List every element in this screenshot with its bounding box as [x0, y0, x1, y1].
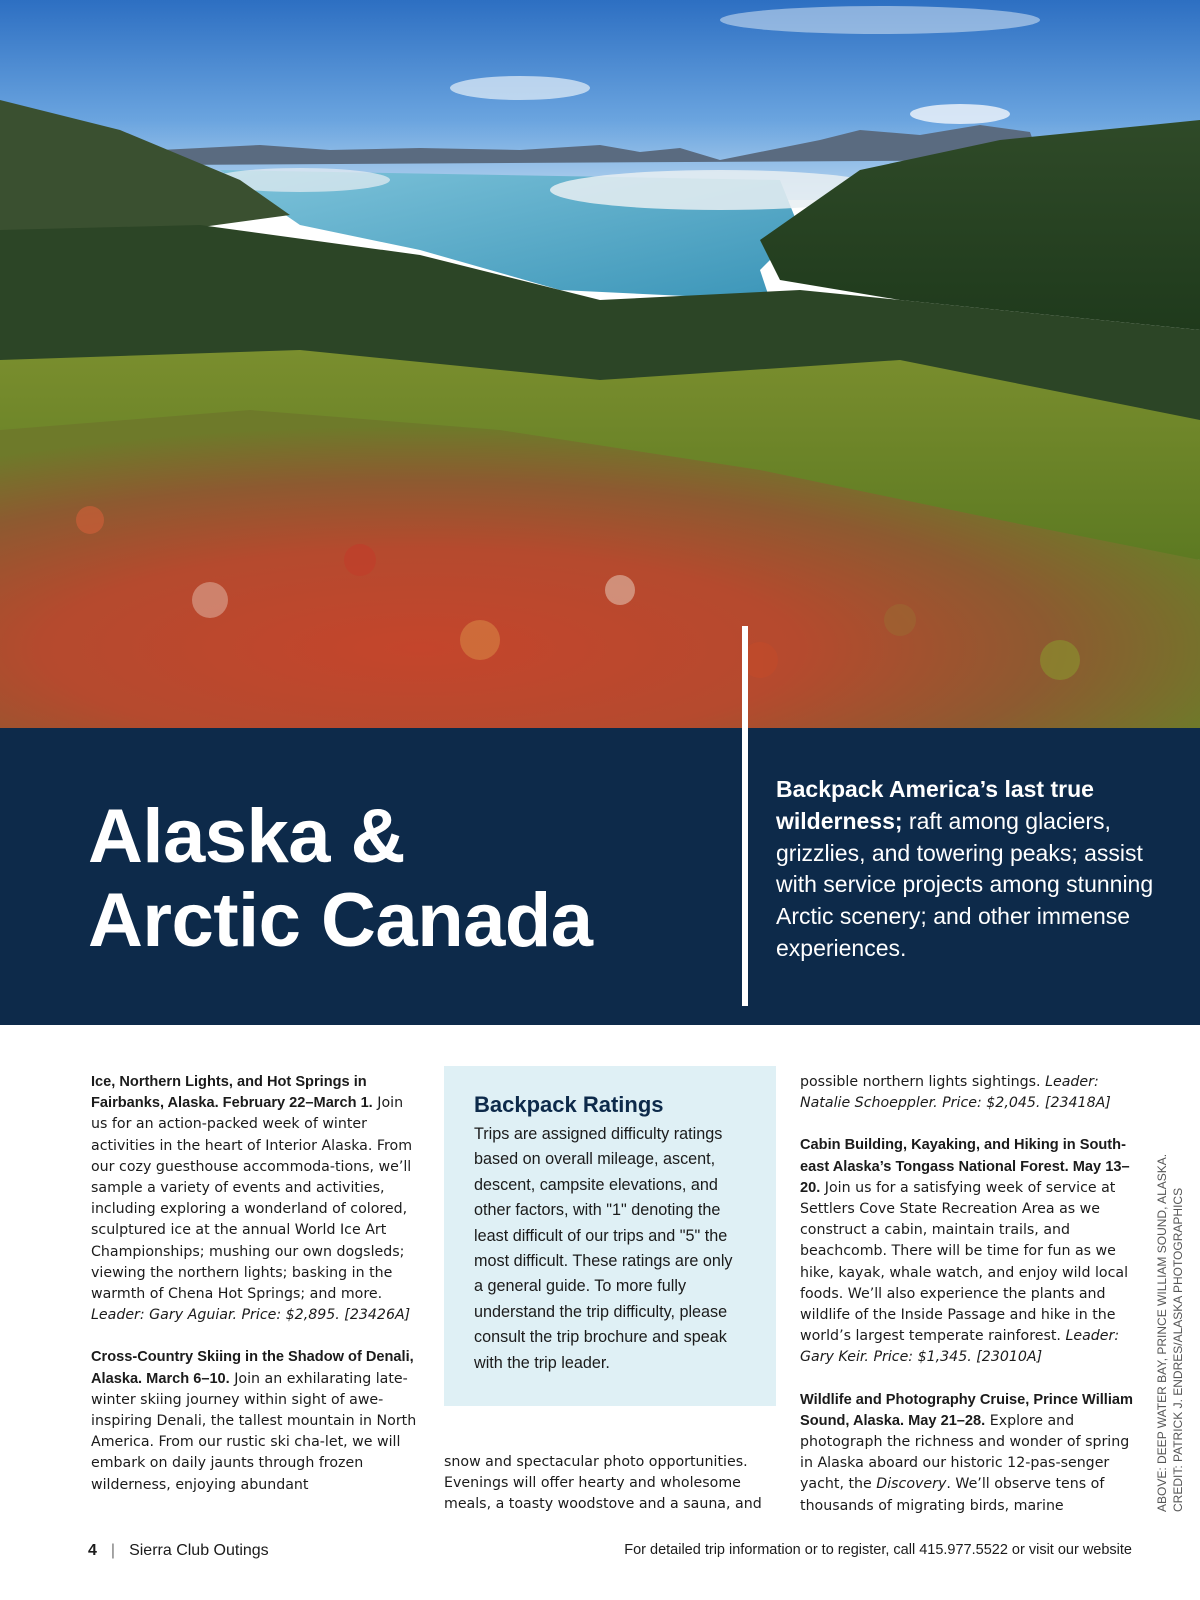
landscape-photo-icon	[0, 0, 1200, 728]
trip-body: Join us for an action-packed week of winter activities in the heart of Interior Alaska. From our cozy guesthouse accommoda-tions, we’ll sample a variety of events and activities, including exploring a wonderland of colored, sculptured ice at the annual World Ice Art Championships; mushing our own dogsleds; viewing the northern lights; basking in the warmth of Chena Hot Springs; and more.	[91, 1095, 413, 1303]
footer-contact: For detailed trip information or to register, call 415.977.5522 or visit our website	[624, 1542, 1132, 1558]
footer-left	[88, 1542, 269, 1560]
ratings-body: Trips are assigned difficulty ratings based on overall mileage, ascent, descent, campsite elevations, and other factors, with "1" denoting the least difficult of our trips and "5" the most difficult. These ratings are only a general guide. To more fully understand the trip difficulty, please consult the trip brochure and speak with the trip leader.	[474, 1125, 733, 1372]
footer-separator: |	[110, 1542, 116, 1559]
trip-heading: Wildlife and Photography Cruise, Prince William Sound, Alaska. May 21–28.	[800, 1391, 1134, 1429]
credit-line-photographer: CREDIT: PATRICK J. ENDRES/ALASKA PHOTOGRAPHICS	[1171, 1187, 1185, 1512]
vessel-name: Discovery	[876, 1476, 947, 1493]
trip-body: Join us for a satisfying week of service at Settlers Cove State Recreation Area as we construct a cabin, maintain trails, and beachcomb. There will be time for fun as we hike, kayak, whale watch, and enjoy wild local foods. We’ll also experience the plants and wildlife of the Inside Passage and hike in the world’s largest temperate rainforest.	[800, 1179, 1129, 1345]
trip-body: Join an exhilarating late-winter skiing journey within sight of awe-inspiring Denali, the tallest mountain in North America. From our rustic ski cha-let, we will embark on daily jaunts through frozen wilderness, enjoying abundant	[91, 1370, 417, 1493]
trip-heading: Cross-Country Skiing in the Shadow of Denali, Alaska. March 6–10.	[91, 1349, 414, 1387]
publication-name: Sierra Club Outings	[129, 1542, 269, 1559]
page-number: 4	[88, 1542, 97, 1559]
photo-credit	[1154, 1153, 1186, 1512]
page-title-line1: Alaska &	[88, 794, 406, 879]
credit-line-caption: ABOVE: DEEP WATER BAY, PRINCE WILLIAM SOUND, ALASKA.	[1155, 1153, 1169, 1512]
trip-leader-price: Leader: Gary Keir. Price: $1,345. [23010A]	[800, 1328, 1120, 1366]
page-title-line2: Arctic Canada	[88, 878, 593, 963]
column-right	[800, 1072, 1135, 1538]
column-middle	[444, 1452, 774, 1537]
section-tagline	[776, 774, 1156, 965]
hero-photo	[0, 0, 1200, 728]
page-title	[88, 795, 688, 963]
trip-continued	[800, 1072, 1135, 1114]
ratings-heading: Backpack Ratings	[474, 1092, 664, 1117]
trip-listing	[91, 1072, 421, 1326]
tagline-rest: raft among glaciers, grizzlies, and towering peaks; assist with service projects among stunning Arctic scenery; and other immense experiences.	[776, 807, 1154, 961]
trip-leader-price: Leader: Gary Aguiar. Price: $2,895. [23426A]	[91, 1307, 411, 1324]
trip-continued: snow and spectacular photo opportunities. Evenings will offer hearty and wholesome meals, a toasty woodstove and a sauna, and	[444, 1454, 762, 1513]
trip-body: Explore and photograph the richness and wonder of spring in Alaska aboard our historic 12-pas-senger yacht, the	[800, 1412, 1130, 1493]
trip-listing	[800, 1390, 1135, 1517]
trip-leader-price: Leader: Natalie Schoeppler. Price: $2,045. [23418A]	[800, 1074, 1111, 1112]
trip-listing	[800, 1135, 1135, 1368]
trip-heading: Ice, Northern Lights, and Hot Springs in Fairbanks, Alaska. February 22–March 1.	[91, 1074, 373, 1112]
title-divider	[742, 626, 748, 1006]
trip-listing	[91, 1347, 421, 1495]
trip-body: possible northern lights sightings.	[800, 1074, 1046, 1090]
trip-heading: Cabin Building, Kayaking, and Hiking in South-east Alaska’s Tongass National Forest. May 13–20.	[800, 1137, 1130, 1196]
trip-body: . We’ll observe tens of thousands of migrating birds, marine	[800, 1476, 1105, 1514]
backpack-ratings-box	[444, 1066, 776, 1406]
column-left	[91, 1072, 421, 1517]
tagline-bold: Backpack America’s last true wilderness;	[776, 776, 1094, 834]
